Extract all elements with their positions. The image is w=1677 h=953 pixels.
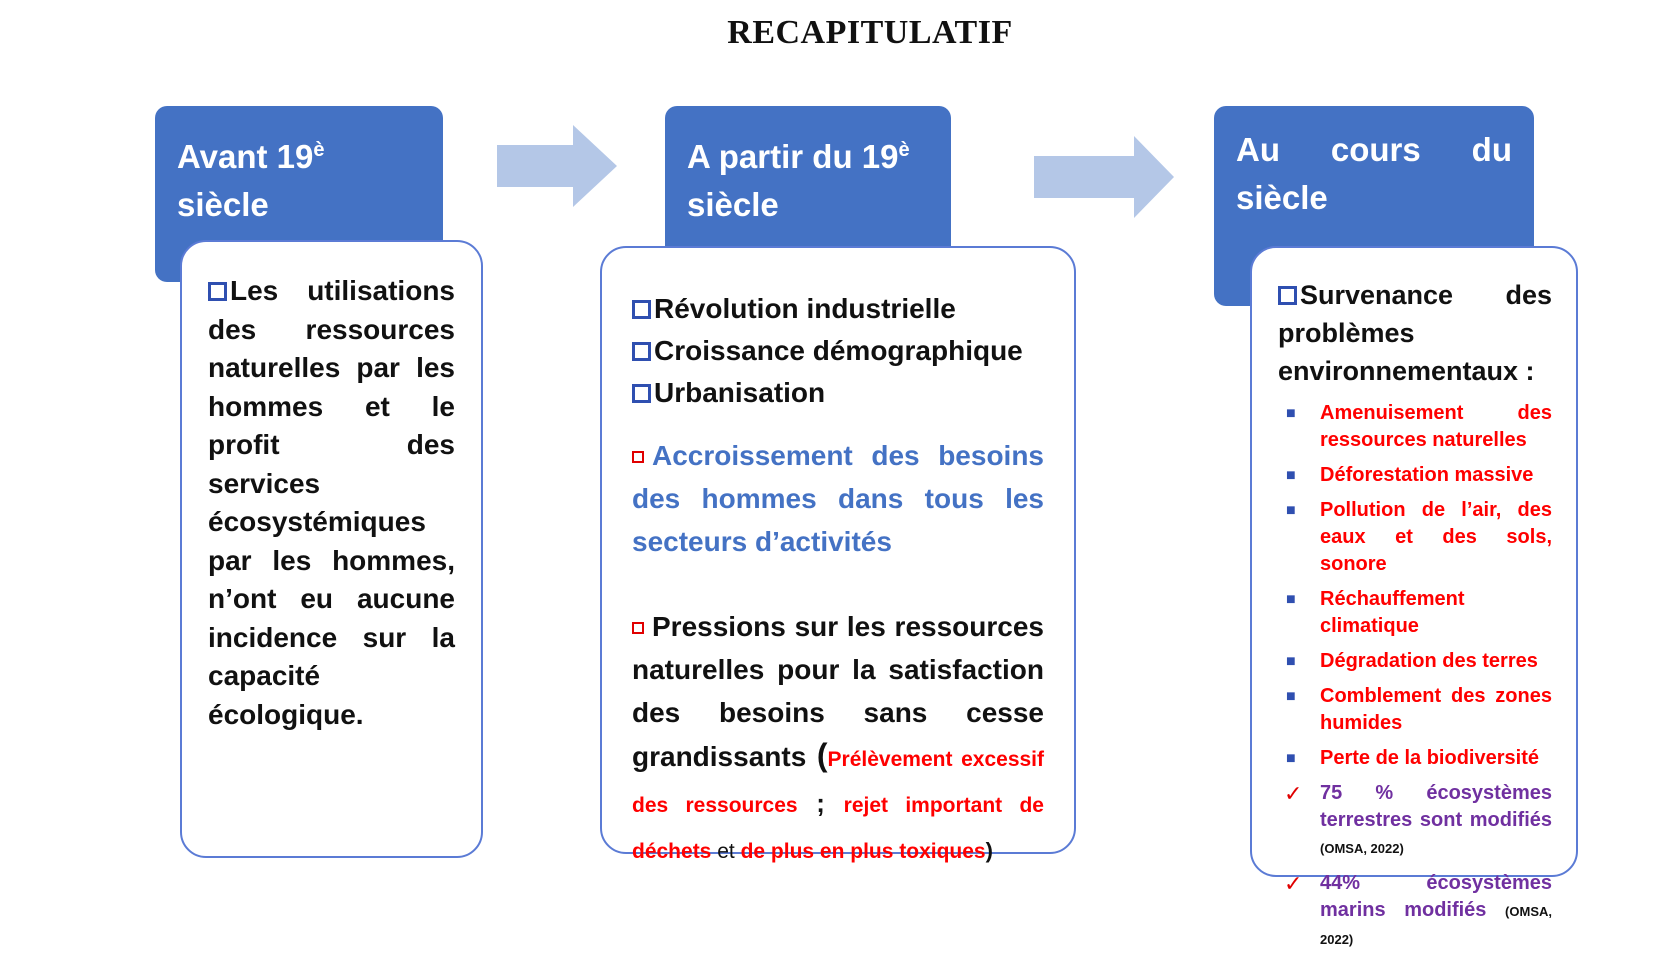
before-text: Les utilisations des ressources naturelles par les hommes et le profit des services écosystémiques par les hommes, n’ont eu aucune incidence sur la capacité écologique. [208,275,455,730]
list-item: Croissance démographique [632,330,1044,372]
list-item: Révolution industrielle [632,288,1044,330]
header-text: cours [1330,131,1421,168]
checkbox-icon [632,300,651,319]
and-word: et [711,840,741,863]
checkbox-icon [208,282,227,301]
list-item: ✓ 44% écosystèmes marins modifiés (OMSA, 2022) [1284,871,1552,947]
drivers-list [632,288,1044,414]
checkbox-icon [632,384,651,403]
list-item: ■ Comblement des zones humides [1286,685,1552,734]
checkbox-icon [632,342,651,361]
right-arrow-icon [497,125,617,207]
problems-intro: Survenance des problèmes environnementaux : [1278,280,1552,386]
bullet-icon: ■ [1286,502,1296,519]
paren-open: ( [816,737,828,773]
header-text: siècle [177,186,269,223]
box-during-century [1250,246,1578,947]
box-from-19th-century [600,246,1076,863]
bullet-icon: ■ [1286,750,1296,767]
toxicity-text: de plus en plus toxiques [740,840,986,863]
list-item: ✓ 75 % écosystèmes terrestres sont modifiés (OMSA, 2022) [1284,781,1552,856]
bullet-icon: ■ [1286,591,1296,608]
bullet-icon: ■ [1286,653,1296,670]
list-item: Urbanisation [632,372,1044,414]
problems-list [1278,400,1552,953]
list-item: ■ Perte de la biodiversité [1278,745,1552,772]
checkbox-icon [632,451,644,463]
bullet-icon: ■ [1286,405,1296,422]
checkbox-icon [1278,286,1297,305]
paren-close: ) [985,838,993,863]
box-before-19th-century [180,240,483,858]
pressure-text: Pressions sur les ressources naturelles pour la satisfaction des besoins sans cesse grandissants [632,611,1044,772]
waste-text: rejet important de déchets [632,794,1044,863]
header-text: siècle [687,186,779,223]
checkmark-icon: ✓ [1284,781,1303,806]
list-item: ■ Amenuisement des ressources naturelles [1286,402,1552,451]
checkmark-icon: ✓ [1284,871,1303,896]
header-text: siècle [1236,179,1328,216]
bullet-icon: ■ [1286,688,1296,705]
header-text: A partir du 19 [687,138,899,175]
checkbox-icon [632,622,644,634]
excessive-harvest-text: Prélèvement excessif des ressources [632,748,1045,817]
right-arrow-icon [1034,136,1174,218]
list-item: ■ Réchauffement climatique [1286,588,1465,637]
list-item: ■ Pollution de l’air, des eaux et des sols, sonore [1286,499,1552,575]
header-superscript: è [313,139,325,161]
list-item: ■ Dégradation des terres [1278,648,1552,675]
header-text: Avant 19 [177,138,314,175]
semicolon: ; [797,788,844,818]
header-superscript: è [898,139,910,161]
header-text: Au [1236,131,1280,168]
list-item: ■ Déforestation massive [1278,462,1552,489]
page-title: RECAPITULATIF [727,14,1013,51]
header-text: du [1471,131,1512,168]
bullet-icon: ■ [1286,467,1296,484]
needs-growth-text: Accroissement des besoins des hommes dans tous les secteurs d’activités [632,440,1044,557]
